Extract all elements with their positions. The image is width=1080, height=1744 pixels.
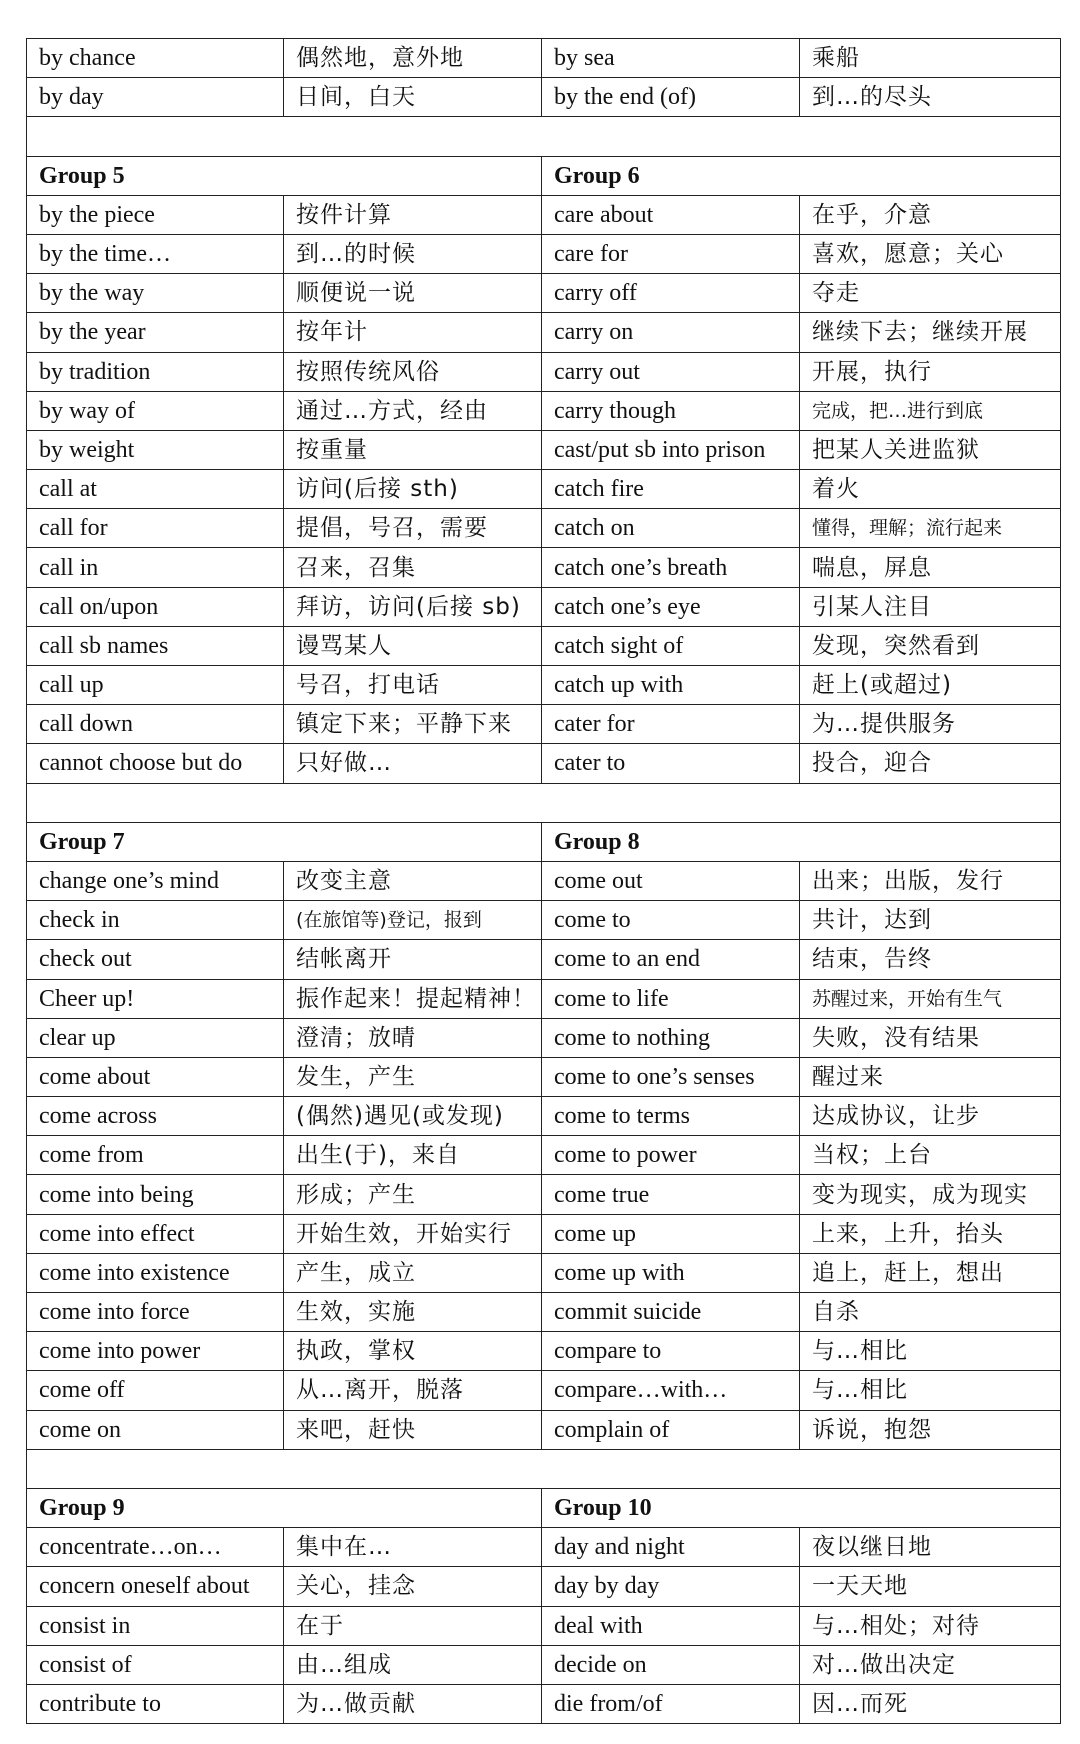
meaning-zh-right: 与…相比 [800,1332,1061,1371]
phrase-row [27,1136,1061,1175]
meaning-zh-right: 与…相处；对待 [800,1606,1061,1645]
phrase-en-right: carry on [542,313,800,352]
meaning-zh-right: 一天天地 [800,1567,1061,1606]
meaning-zh-right: 苏醒过来，开始有生气 [800,979,1061,1018]
phrase-row [27,1606,1061,1645]
phrase-row [27,234,1061,273]
phrase-row [27,1371,1061,1410]
group-header-row [27,156,1061,195]
phrase-row [27,1057,1061,1096]
phrase-en-left: call sb names [27,626,284,665]
meaning-zh-right: 喘息，屏息 [800,548,1061,587]
group-spacer-row [27,1449,1061,1488]
meaning-zh-left: 从…离开，脱落 [284,1371,542,1410]
phrase-en-left: check in [27,901,284,940]
phrase-en-right: carry though [542,391,800,430]
meaning-zh-left: 关心，挂念 [284,1567,542,1606]
meaning-zh-right: 追上，赶上，想出 [800,1253,1061,1292]
phrase-en-left: come across [27,1097,284,1136]
meaning-zh-right: 因…而死 [800,1684,1061,1723]
phrase-en-right: come to an end [542,940,800,979]
meaning-zh-right: 自杀 [800,1293,1061,1332]
group-spacer-row [27,783,1061,822]
phrase-row [27,861,1061,900]
phrase-row [27,195,1061,234]
group-heading-right: Group 6 [542,156,1061,195]
group-heading-left: Group 9 [27,1488,542,1527]
phrase-en-right: by sea [542,39,800,78]
phrase-en-right: day by day [542,1567,800,1606]
phrase-en-right: come to one’s senses [542,1057,800,1096]
phrase-row [27,626,1061,665]
phrase-en-right: come to power [542,1136,800,1175]
meaning-zh-left: 按照传统风俗 [284,352,542,391]
phrase-row [27,430,1061,469]
meaning-zh-right: 开展，执行 [800,352,1061,391]
phrase-en-left: come into being [27,1175,284,1214]
meaning-zh-left: 按件计算 [284,195,542,234]
phrase-en-left: call on/upon [27,587,284,626]
meaning-zh-left: 振作起来！提起精神！ [284,979,542,1018]
meaning-zh-right: 继续下去；继续开展 [800,313,1061,352]
meaning-zh-left: 偶然地，意外地 [284,39,542,78]
phrase-en-left: by day [27,78,284,117]
phrase-en-right: come to [542,901,800,940]
phrase-row [27,940,1061,979]
meaning-zh-left: 来吧，赶快 [284,1410,542,1449]
phrase-en-right: catch sight of [542,626,800,665]
group-heading-right: Group 8 [542,822,1061,861]
phrase-en-left: by tradition [27,352,284,391]
phrase-en-right: catch on [542,509,800,548]
phrase-en-right: day and night [542,1528,800,1567]
phrase-en-right: come up [542,1214,800,1253]
meaning-zh-left: 拜访，访问(后接 sb) [284,587,542,626]
group-header-row [27,1488,1061,1527]
phrase-row [27,1332,1061,1371]
meaning-zh-left: 按重量 [284,430,542,469]
meaning-zh-right: 乘船 [800,39,1061,78]
group-heading-left: Group 7 [27,822,542,861]
phrase-en-right: compare to [542,1332,800,1371]
phrase-en-right: catch one’s breath [542,548,800,587]
meaning-zh-left: 号召，打电话 [284,666,542,705]
phrase-en-left: concern oneself about [27,1567,284,1606]
phrase-en-left: call in [27,548,284,587]
meaning-zh-left: 在于 [284,1606,542,1645]
phrase-en-left: change one’s mind [27,861,284,900]
meaning-zh-right: 夺走 [800,274,1061,313]
phrase-en-right: care about [542,195,800,234]
meaning-zh-left: 日间，白天 [284,78,542,117]
phrase-row [27,391,1061,430]
phrase-en-right: catch up with [542,666,800,705]
phrase-en-right: come to terms [542,1097,800,1136]
phrase-row [27,274,1061,313]
phrase-row [27,39,1061,78]
meaning-zh-left: 访问(后接 sth) [284,470,542,509]
meaning-zh-right: 喜欢，愿意；关心 [800,234,1061,273]
spacer-cell [27,783,1061,822]
phrase-en-left: call for [27,509,284,548]
meaning-zh-right: 到…的尽头 [800,78,1061,117]
meaning-zh-right: 为…提供服务 [800,705,1061,744]
phrase-row [27,744,1061,783]
phrase-sheet [26,38,1061,1724]
meaning-zh-left: 产生，成立 [284,1253,542,1292]
phrase-en-left: by chance [27,39,284,78]
spacer-cell [27,1449,1061,1488]
phrase-en-right: deal with [542,1606,800,1645]
phrase-table [26,38,1061,1724]
phrase-row [27,705,1061,744]
meaning-zh-right: 共计，达到 [800,901,1061,940]
phrase-en-right: by the end (of) [542,78,800,117]
meaning-zh-right: 在乎，介意 [800,195,1061,234]
phrase-en-right: come up with [542,1253,800,1292]
meaning-zh-right: 对…做出决定 [800,1645,1061,1684]
meaning-zh-left: 由…组成 [284,1645,542,1684]
phrase-en-right: catch fire [542,470,800,509]
meaning-zh-right: 醒过来 [800,1057,1061,1096]
meaning-zh-right: 投合，迎合 [800,744,1061,783]
meaning-zh-left: 出生(于)，来自 [284,1136,542,1175]
phrase-en-left: by weight [27,430,284,469]
meaning-zh-right: 上来，上升，抬头 [800,1214,1061,1253]
meaning-zh-left: 顺便说一说 [284,274,542,313]
phrase-en-left: check out [27,940,284,979]
phrase-row [27,587,1061,626]
phrase-en-left: by the way [27,274,284,313]
meaning-zh-left: 改变主意 [284,861,542,900]
meaning-zh-right: 诉说，抱怨 [800,1410,1061,1449]
meaning-zh-left: 生效，实施 [284,1293,542,1332]
phrase-en-left: by the time… [27,234,284,273]
phrase-row [27,1410,1061,1449]
phrase-row [27,352,1061,391]
phrase-row [27,1293,1061,1332]
phrase-en-left: concentrate…on… [27,1528,284,1567]
meaning-zh-right: 出来；出版，发行 [800,861,1061,900]
meaning-zh-right: 当权；上台 [800,1136,1061,1175]
phrase-row [27,901,1061,940]
meaning-zh-left: 集中在… [284,1528,542,1567]
meaning-zh-right: 完成，把…进行到底 [800,391,1061,430]
phrase-en-left: come on [27,1410,284,1449]
phrase-en-right: decide on [542,1645,800,1684]
phrase-row [27,1175,1061,1214]
phrase-row [27,78,1061,117]
meaning-zh-left: 召来，召集 [284,548,542,587]
phrase-row [27,548,1061,587]
meaning-zh-right: 失败，没有结果 [800,1018,1061,1057]
phrase-row [27,666,1061,705]
phrase-en-right: come true [542,1175,800,1214]
phrase-en-left: call at [27,470,284,509]
phrase-en-right: die from/of [542,1684,800,1723]
group-heading-left: Group 5 [27,156,542,195]
group-header-row [27,822,1061,861]
meaning-zh-left: 到…的时候 [284,234,542,273]
spacer-cell [27,117,1061,156]
phrase-row [27,1018,1061,1057]
phrase-en-left: contribute to [27,1684,284,1723]
meaning-zh-right: 达成协议，让步 [800,1097,1061,1136]
group-spacer-row [27,117,1061,156]
meaning-zh-right: 懂得，理解；流行起来 [800,509,1061,548]
phrase-en-right: cast/put sb into prison [542,430,800,469]
phrase-en-left: come into force [27,1293,284,1332]
phrase-row [27,509,1061,548]
phrase-en-left: consist in [27,1606,284,1645]
phrase-row [27,1567,1061,1606]
phrase-en-right: carry off [542,274,800,313]
phrase-row [27,1097,1061,1136]
meaning-zh-right: 变为现实，成为现实 [800,1175,1061,1214]
meaning-zh-right: 结束，告终 [800,940,1061,979]
meaning-zh-left: 开始生效，开始实行 [284,1214,542,1253]
phrase-en-left: consist of [27,1645,284,1684]
phrase-row [27,1684,1061,1723]
meaning-zh-left: 为…做贡献 [284,1684,542,1723]
meaning-zh-left: (偶然)遇见(或发现) [284,1097,542,1136]
phrase-en-left: cannot choose but do [27,744,284,783]
phrase-en-left: by the year [27,313,284,352]
phrase-en-right: complain of [542,1410,800,1449]
phrase-en-left: by the piece [27,195,284,234]
phrase-en-right: catch one’s eye [542,587,800,626]
meaning-zh-left: (在旅馆等)登记，报到 [284,901,542,940]
phrase-en-left: come about [27,1057,284,1096]
phrase-row [27,979,1061,1018]
phrase-en-right: cater to [542,744,800,783]
meaning-zh-left: 发生，产生 [284,1057,542,1096]
meaning-zh-left: 谩骂某人 [284,626,542,665]
phrase-en-right: carry out [542,352,800,391]
phrase-en-left: clear up [27,1018,284,1057]
group-heading-right: Group 10 [542,1488,1061,1527]
phrase-en-left: come into power [27,1332,284,1371]
meaning-zh-right: 夜以继日地 [800,1528,1061,1567]
phrase-en-left: come into effect [27,1214,284,1253]
meaning-zh-right: 把某人关进监狱 [800,430,1061,469]
phrase-row [27,313,1061,352]
meaning-zh-left: 结帐离开 [284,940,542,979]
meaning-zh-left: 通过…方式，经由 [284,391,542,430]
phrase-en-right: cater for [542,705,800,744]
meaning-zh-right: 赶上(或超过) [800,666,1061,705]
phrase-en-left: come into existence [27,1253,284,1292]
phrase-row [27,1214,1061,1253]
meaning-zh-right: 着火 [800,470,1061,509]
meaning-zh-right: 引某人注目 [800,587,1061,626]
phrase-en-left: call down [27,705,284,744]
phrase-row [27,1528,1061,1567]
meaning-zh-left: 执政，掌权 [284,1332,542,1371]
phrase-en-left: by way of [27,391,284,430]
phrase-en-left: come off [27,1371,284,1410]
meaning-zh-left: 按年计 [284,313,542,352]
phrase-row [27,1645,1061,1684]
meaning-zh-left: 镇定下来；平静下来 [284,705,542,744]
phrase-en-right: compare…with… [542,1371,800,1410]
phrase-en-right: care for [542,234,800,273]
phrase-row [27,470,1061,509]
phrase-table-body [27,39,1061,1724]
phrase-en-right: come out [542,861,800,900]
phrase-en-left: Cheer up! [27,979,284,1018]
meaning-zh-right: 发现，突然看到 [800,626,1061,665]
phrase-en-right: come to nothing [542,1018,800,1057]
phrase-en-left: call up [27,666,284,705]
meaning-zh-left: 澄清；放晴 [284,1018,542,1057]
phrase-en-right: come to life [542,979,800,1018]
meaning-zh-right: 与…相比 [800,1371,1061,1410]
meaning-zh-left: 形成；产生 [284,1175,542,1214]
phrase-en-left: come from [27,1136,284,1175]
phrase-en-right: commit suicide [542,1293,800,1332]
meaning-zh-left: 只好做… [284,744,542,783]
meaning-zh-left: 提倡，号召，需要 [284,509,542,548]
phrase-row [27,1253,1061,1292]
